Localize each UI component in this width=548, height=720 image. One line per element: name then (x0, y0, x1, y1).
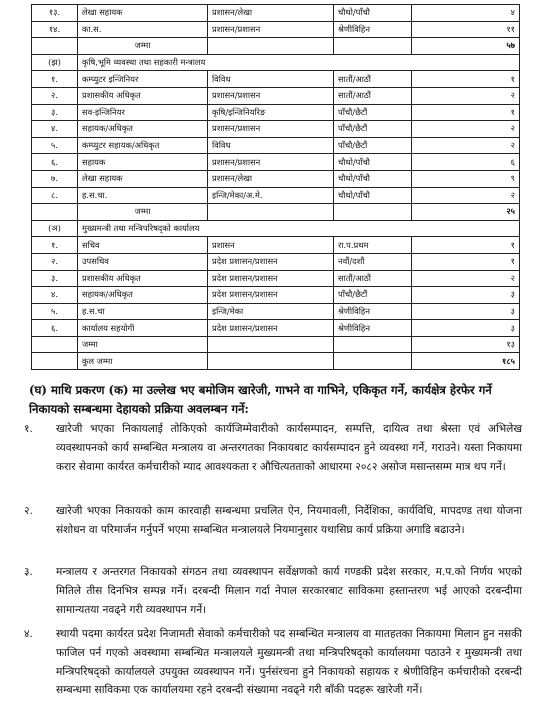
serial-cell: ६. (32, 320, 78, 337)
post-cell: कुल जम्मा (78, 353, 208, 370)
serial-cell: ४. (32, 287, 78, 304)
level-cell (334, 38, 412, 55)
serial-cell: ८. (32, 187, 78, 204)
level-cell (334, 204, 412, 221)
service-cell (208, 38, 334, 55)
post-cell: कार्यालय सहयोगी (78, 320, 208, 337)
level-cell: नवौं/दशौं (334, 253, 412, 270)
count-cell: २ (412, 187, 520, 204)
serial-cell: ५. (32, 137, 78, 154)
service-cell: प्रशासन/लेखा (208, 170, 334, 187)
count-cell: ५७ (412, 38, 520, 55)
service-cell: विविध (208, 137, 334, 154)
table-row (32, 137, 520, 154)
count-cell: २५ (412, 204, 520, 221)
count-cell: ३ (412, 320, 520, 337)
count-cell: १३ (412, 336, 520, 353)
post-cell: कम्प्युटर इन्जिनियर (78, 71, 208, 88)
paragraph-text: मन्त्रालय र अन्तरगत निकायको संगठन तथा व्यवस्थापन सर्वेक्षणको कार्य गण्डकी प्रदेश सरकार, म.प.को निर्णय भएको मितिले तीस दिनभित्र सम्पन्न गर्ने। दरबन्दी मिलान गर्दा नेपाल सरकारबाट साविकमा हस्तान्तरण भई आएको दरबन्दीमा सामान्यतया नवढ्ने गरी व्यवस्थापन गर्ने। (56, 566, 522, 616)
service-cell: विविध (208, 71, 334, 88)
count-cell: ९ (412, 170, 520, 187)
post-cell: सहायक/अधिकृत (78, 287, 208, 304)
post-cell: प्रशासकीय अधिकृत (78, 87, 208, 104)
level-cell (334, 353, 412, 370)
post-cell: प्रशासकीय अधिकृत (78, 270, 208, 287)
serial-cell: ५. (32, 303, 78, 320)
table-row (32, 287, 520, 304)
level-cell: श्रेणीविहिन (334, 21, 412, 38)
table-row (32, 5, 520, 22)
serial-cell: १. (32, 237, 78, 254)
service-cell (208, 204, 334, 221)
table-row (32, 21, 520, 38)
section-row (32, 220, 520, 237)
level-cell: सातौं/आठौं (334, 87, 412, 104)
count-cell: ११ (412, 21, 520, 38)
table-row (32, 121, 520, 138)
paragraph-number: ४. (24, 628, 33, 640)
paragraph-text: खारेजी भएका निकायलाई तोकिएको कार्यजिम्मेवारीको कार्यसम्पादन, सम्पत्ति, दायित्व तथा श्रेस्ता एवं अभिलेख व्यवस्थापनको कार्य सम्बन्धित मन्त्रालय वा अन्तरगतका निकायबाट कार्यसम्पादन हुने व्यवस्था गर्ने, गराउने। यस्ता निकायमा करार सेवामा कार्यरत कर्मचारीको म्याद आवश्यकता र औचित्यतताको आधारमा २०८२ असोज मसान्तसम्म मात्र थप गर्ने। (56, 423, 522, 473)
count-cell: १ (412, 237, 520, 254)
service-cell: प्रशासन/प्रशासन (208, 154, 334, 171)
count-cell: १८५ (412, 353, 520, 370)
count-cell: १ (412, 104, 520, 121)
post-cell: सचिव (78, 237, 208, 254)
count-cell: ४ (412, 5, 520, 22)
post-cell: सहायक (78, 154, 208, 171)
level-cell: चौथो/पाँचौ (334, 5, 412, 22)
level-cell: पाँचौ/छैटौं (334, 137, 412, 154)
post-cell: सहायक/अधिकृत (78, 121, 208, 138)
serial-cell (32, 204, 78, 221)
level-cell: चौथो/पाँचौ (334, 187, 412, 204)
position-table (31, 4, 520, 370)
serial-cell: १. (32, 71, 78, 88)
level-cell: श्रेणीविहिन (334, 303, 412, 320)
serial-cell: ६. (32, 154, 78, 171)
service-cell (208, 336, 334, 353)
service-cell: प्रशासन/प्रशासन (208, 121, 334, 138)
count-cell: २ (412, 121, 520, 138)
count-cell: ३ (412, 303, 520, 320)
paragraph-3 (24, 563, 522, 619)
post-cell: ह.स.चा. (78, 187, 208, 204)
service-cell: प्रदेश प्रशासन/प्रशासन (208, 287, 334, 304)
serial-cell: १३. (32, 5, 78, 22)
post-cell: का.स. (78, 21, 208, 38)
post-cell: उपसचिव (78, 253, 208, 270)
table-row (32, 303, 520, 320)
level-cell: पाँचौ/छैटौं (334, 287, 412, 304)
total-row (32, 204, 520, 221)
position-table-body (32, 5, 520, 370)
paragraph-2 (24, 502, 522, 540)
service-cell: प्रदेश प्रशासन/प्रशासन (208, 270, 334, 287)
service-cell: प्रदेश प्रशासन/प्रशासन (208, 320, 334, 337)
service-cell: प्रदेश प्रशासन/प्रशासन (208, 253, 334, 270)
post-cell: जम्मा (78, 204, 208, 221)
serial-cell: (झ) (32, 54, 78, 71)
section-title-cell: कृषि,भूमि व्यवस्था तथा सहकारी मन्त्रालय (78, 54, 520, 71)
serial-cell (32, 336, 78, 353)
service-cell: इन्जि/मेका/अ.मे. (208, 187, 334, 204)
level-cell: रा.प.प्रथम (334, 237, 412, 254)
serial-cell (32, 353, 78, 370)
level-cell: श्रेणीविहिन (334, 320, 412, 337)
table-row (32, 237, 520, 254)
section-row (32, 54, 520, 71)
level-cell (334, 336, 412, 353)
serial-cell: ३. (32, 104, 78, 121)
post-cell: ह.स.चा (78, 303, 208, 320)
serial-cell (32, 38, 78, 55)
table-row (32, 71, 520, 88)
count-cell: १ (412, 71, 520, 88)
serial-cell: ३. (32, 270, 78, 287)
serial-cell: ७. (32, 170, 78, 187)
service-cell: प्रशासन/प्रशासन (208, 87, 334, 104)
post-cell: जम्मा (78, 38, 208, 55)
table-row (32, 187, 520, 204)
total-row (32, 336, 520, 353)
count-cell: ६ (412, 154, 520, 171)
service-cell: प्रशासन/प्रशासन (208, 21, 334, 38)
serial-cell: ४. (32, 121, 78, 138)
table-row (32, 320, 520, 337)
table-row (32, 270, 520, 287)
count-cell: २ (412, 137, 520, 154)
paragraph-text: स्थायी पदमा कार्यरत प्रदेश निजामती सेवाको कर्मचारीको पद सम्बन्धित मन्त्रालय वा मातहतका निकायमा मिलान हुन नसकी फाजिल पर्न गएको अवस्थामा सम्बन्धित मन्त्रालयले मुख्यमन्त्री तथा मन्त्रिपरिषद्को कार्यालयमा पठाउने र मुख्यमन्त्री तथा मन्त्रिपरिषद्को कार्यालयले उपयुक्त व्यवस्थापन गर्ने। पुर्नसंरचना हुने निकायको सहायक र श्रेणीविहिन कर्मचारीको दरबन्दी सम्बन्धमा साविकमा एक कार्यालयमा रहने दरबन्दी संख्यामा नवढ्ने गरी बाँकी पदहरू खारेजी गर्ने। (56, 628, 522, 697)
total-row (32, 38, 520, 55)
level-cell: सातौं/आठौं (334, 270, 412, 287)
count-cell: २ (412, 270, 520, 287)
serial-cell: २. (32, 87, 78, 104)
serial-cell: १४. (32, 21, 78, 38)
post-cell: कम्प्युटर सहायक/अधिकृत (78, 137, 208, 154)
service-cell: प्रशासन/लेखा (208, 5, 334, 22)
table-row (32, 87, 520, 104)
total-row (32, 353, 520, 370)
paragraph-1 (24, 420, 522, 476)
service-cell: कृषि/इन्जिनियरिङ (208, 104, 334, 121)
paragraph-number: ३. (24, 566, 33, 578)
paragraph-text: खारेजी भएका निकायको काम कारवाही सम्बन्धमा प्रचलित ऐन, नियमावली, निर्देशिका, कार्यविधि, मापदण्ड तथा योजना संशोधन वा परिमार्जन गर्नुपर्ने भएमा सम्बन्धित मन्त्रालयले नियमानुसार यथासिघ्र कार्य प्रक्रिया अगाडि बढाउने। (56, 505, 522, 536)
service-cell (208, 353, 334, 370)
service-cell: इन्जि/मेका (208, 303, 334, 320)
table-row (32, 104, 520, 121)
level-cell: सातौं/आठौं (334, 71, 412, 88)
post-cell: लेखा सहायक (78, 170, 208, 187)
service-cell: प्रशासन (208, 237, 334, 254)
count-cell: २ (412, 87, 520, 104)
level-cell: चौथो/पाँचौ (334, 154, 412, 171)
serial-cell: (ञ) (32, 220, 78, 237)
count-cell: ३ (412, 287, 520, 304)
paragraph-number: २. (24, 505, 33, 517)
post-cell: जम्मा (78, 336, 208, 353)
serial-cell: २. (32, 253, 78, 270)
level-cell: पाँचौ/छैटौं (334, 121, 412, 138)
section-title-cell: मुख्यमन्त्री तथा मन्त्रिपरिषद्को कार्यालय (78, 220, 520, 237)
section-heading: (घ) माथि प्रकरण (क) मा उल्लेख भए बमोजिम खारेजी, गाभने वा गाभिने, एकिकृत गर्ने, कार्यक्षेत्र हेरफेर गर्ने निकायको सम्बन्धमा देहायको प्रक्रिया अवलम्बन गर्ने: (29, 383, 492, 416)
table-row (32, 253, 520, 270)
paragraph-number: १. (24, 423, 33, 435)
table-row (32, 154, 520, 171)
table-row (32, 170, 520, 187)
count-cell: १ (412, 253, 520, 270)
post-cell: सव-इन्जिनियर (78, 104, 208, 121)
level-cell: चौथो/पाँचौ (334, 170, 412, 187)
level-cell: पाँचौ/छैटौं (334, 104, 412, 121)
paragraph-4 (24, 625, 522, 700)
post-cell: लेखा सहायक (78, 5, 208, 22)
